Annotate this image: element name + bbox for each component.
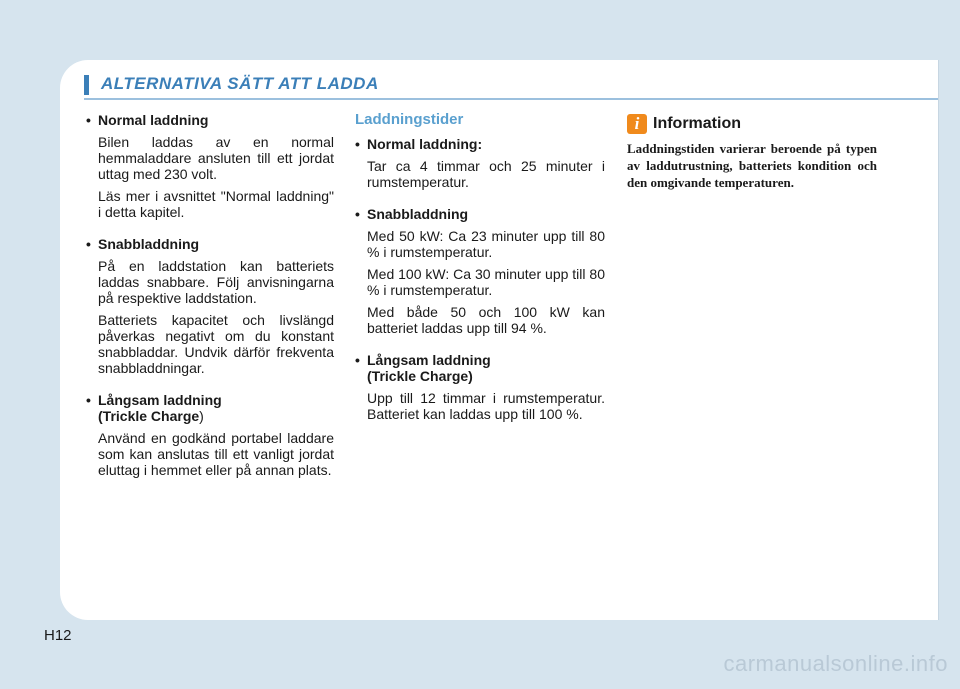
left-item-heading-slow-line2: (Trickle Charge bbox=[98, 408, 200, 424]
middle-item-paragraph: Med 50 kW: Ca 23 minuter upp till 80 % i rumstemperatur. bbox=[367, 228, 605, 260]
middle-item-paragraph: Med 100 kW: Ca 30 minuter upp till 80 % i rumstemperatur. bbox=[367, 266, 605, 298]
left-item-heading-slow bbox=[86, 392, 334, 424]
info-text: Laddningstiden varierar beroende på typen av laddutrustning, batteriets kondition och den omgivande temperaturen. bbox=[627, 141, 877, 190]
left-item-paragraph: Bilen laddas av en normal hemmaladdare ansluten till ett jordat uttag med 230 volt. bbox=[98, 134, 334, 182]
middle-item-paragraph: Tar ca 4 timmar och 25 minuter i rumstemperatur. bbox=[367, 158, 605, 190]
page-number: H12 bbox=[44, 627, 72, 644]
left-item-paragraph: Läs mer i avsnittet "Normal laddning" i detta kapitel. bbox=[98, 188, 334, 220]
middle-item-heading-slow-line1: Långsam laddning bbox=[367, 352, 491, 368]
middle-item-heading-normal: • Normal laddning: bbox=[355, 136, 605, 152]
left-item-heading-normal: • Normal laddning bbox=[86, 112, 334, 128]
panel-edge-divider bbox=[938, 60, 939, 620]
info-header bbox=[627, 114, 877, 134]
left-column bbox=[86, 110, 334, 478]
section-title: ALTERNATIVA SÄTT ATT LADDA bbox=[101, 74, 379, 93]
section-title-underline bbox=[84, 98, 938, 100]
left-item-paragraph: På en laddstation kan batteriets laddas snabbare. Följ anvisningarna på respektive laddstation. bbox=[98, 258, 334, 306]
middle-item-heading-fast: • Snabbladdning bbox=[355, 206, 605, 222]
info-icon: i bbox=[627, 114, 647, 134]
left-item-paragraph: Använd en godkänd portabel laddare som kan anslutas till ett vanligt jordat eluttag i hemmet eller på annan plats. bbox=[98, 430, 334, 478]
middle-item-heading-slow-line2: (Trickle Charge) bbox=[367, 368, 473, 384]
middle-item-heading-slow bbox=[355, 352, 605, 384]
info-title: Information bbox=[653, 115, 741, 132]
left-item-heading-fast: • Snabbladdning bbox=[86, 236, 334, 252]
charging-times-heading: Laddningstider bbox=[355, 111, 464, 128]
middle-column bbox=[355, 110, 605, 422]
middle-item-paragraph: Upp till 12 timmar i rumstemperatur. Batteriet kan laddas upp till 100 %. bbox=[367, 390, 605, 422]
info-box bbox=[627, 110, 877, 191]
left-item-heading-slow-suffix: ) bbox=[199, 408, 204, 424]
left-item-heading-slow-line1: Långsam laddning bbox=[98, 392, 222, 408]
watermark: carmanualsonline.info bbox=[723, 651, 948, 676]
middle-item-paragraph: Med både 50 och 100 kW kan batteriet laddas upp till 94 %. bbox=[367, 304, 605, 336]
left-item-paragraph: Batteriets kapacitet och livslängd påverkas negativt om du konstant snabbladdar. Undvik därför frekventa snabbladdningar. bbox=[98, 312, 334, 376]
section-title-bar bbox=[84, 75, 89, 95]
